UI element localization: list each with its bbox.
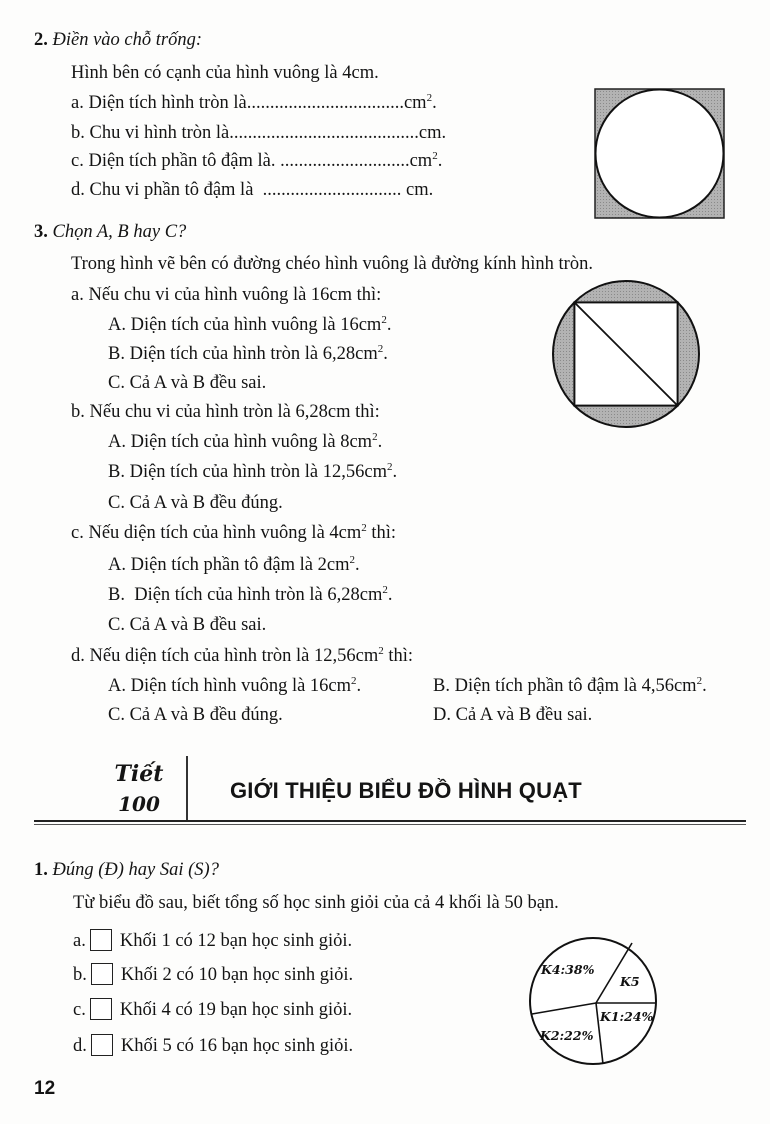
fill-blank[interactable]: ......................................... <box>229 123 419 143</box>
pie-label-k4: K4:38% <box>541 962 595 977</box>
part-b-option-c[interactable]: C. Cả A và B đều đúng. <box>108 493 283 513</box>
fill-blank[interactable]: .............................. <box>253 180 402 200</box>
exercise-2-item-a: a. Diện tích hình tròn $là..................................cm^2$. <box>71 92 437 113</box>
true-false-item-c: c. Khối 4 có 19 bạn học sinh giỏi. <box>73 1000 353 1020</box>
answer-checkbox[interactable] <box>91 963 113 985</box>
exercise-2-item-d: d. Chu vi phần tô đậm là .............................. cm. <box>71 180 434 200</box>
header-divider <box>186 756 188 822</box>
header-rule-thick <box>34 820 746 822</box>
part-c-option-c[interactable]: C. Cả A và B đều sai. <box>108 615 267 635</box>
part-a-option-c[interactable]: C. Cả A và B đều sai. <box>108 373 267 393</box>
square-circle-figure <box>594 88 725 219</box>
exercise-2-intro: Hình bên có cạnh của hình vuông là 4cm. <box>71 63 379 83</box>
exercise-3-heading <box>34 222 186 243</box>
part-d-option-d[interactable]: D. Cả A và B đều sai. <box>433 705 593 725</box>
item-label: a. Diện tích hình tròn là <box>71 93 247 113</box>
pie-label-k2: K2:22% <box>540 1028 594 1043</box>
exercise-title: Đúng (Đ) hay Sai (S)? <box>52 860 219 880</box>
fill-blank[interactable]: ............................ <box>275 151 410 171</box>
true-false-item-b: b. Khối 2 có 10 bạn học sinh giỏi. <box>73 965 354 985</box>
pie-label-k1: K1:24% <box>600 1009 654 1024</box>
exercise-3-intro: Trong hình vẽ bên có đường chéo hình vuông là đường kính hình tròn. <box>71 254 593 274</box>
item-label: d. Chu vi phần tô đậm là <box>71 180 254 200</box>
lesson-number: 100 <box>118 792 160 816</box>
part-d-option-c[interactable]: C. Cả A và B đều đúng. <box>108 705 283 725</box>
exercise-title: Điền vào chỗ trống: <box>52 30 203 50</box>
part-a-question: a. Nếu chu vi của hình vuông là 16cm thì: <box>71 285 382 305</box>
part-d-question: d. Nếu diện tích của hình tròn là $12,56cm^2$ thì: <box>71 645 414 666</box>
part-b-question: b. Nếu chu vi của hình tròn là 6,28cm thì: <box>71 402 380 422</box>
part-d-option-b[interactable]: B. Diện tích phần tô đậm là $4,56cm^2$. <box>433 675 707 696</box>
part-c-option-a[interactable]: A. Diện tích phần tô đậm là $2cm^2$. <box>108 554 360 575</box>
part-a-option-a[interactable]: A. Diện tích của hình vuông là $16cm^2$. <box>108 314 392 335</box>
part-a-option-b[interactable]: B. Diện tích của hình tròn là $6,28cm^2$. <box>108 343 388 364</box>
part-b-option-b[interactable]: B. Diện tích của hình tròn là $12,56cm^2$. <box>108 461 398 482</box>
part-c-question: c. Nếu diện tích của hình vuông là $4cm^2$ thì: <box>71 522 397 543</box>
answer-checkbox[interactable] <box>90 929 112 951</box>
pie-label-k5: K5 <box>620 974 640 989</box>
circle-square-figure <box>551 279 701 429</box>
answer-checkbox[interactable] <box>91 1034 113 1056</box>
exercise-title: Chọn A, B hay C? <box>52 222 187 242</box>
part-b-option-a[interactable]: A. Diện tích của hình vuông là $8cm^2$. <box>108 431 383 452</box>
exercise-2-item-c: c. Diện tích phần tô đậm là. $............................cm^2$. <box>71 150 443 171</box>
exercise-2-item-b: b. Chu vi hình tròn là.........................................cm. <box>71 123 447 143</box>
exercise-1-intro: Từ biểu đồ sau, biết tổng số học sinh giỏi của cả 4 khối là 50 bạn. <box>73 893 559 913</box>
lesson-header <box>34 756 746 822</box>
true-false-item-a: a. Khối 1 có 12 bạn học sinh giỏi. <box>73 931 353 951</box>
lesson-label: Tiết <box>114 761 164 787</box>
exercise-number: 1. <box>34 860 48 880</box>
exercise-2-heading <box>34 30 202 51</box>
lesson-title: GIỚI THIỆU BIỂU ĐỒ HÌNH QUẠT <box>230 778 582 803</box>
answer-checkbox[interactable] <box>90 998 112 1020</box>
item-label: c. Diện tích phần tô đậm là. <box>71 151 276 171</box>
page-number: 12 <box>34 1078 56 1099</box>
header-rule-thin <box>34 824 746 825</box>
exercise-1-heading <box>34 860 219 881</box>
item-label: b. Chu vi hình tròn là <box>71 123 230 143</box>
true-false-item-d: d. Khối 5 có 16 bạn học sinh giỏi. <box>73 1036 354 1056</box>
exercise-number: 3. <box>34 222 48 242</box>
part-d-option-a[interactable]: A. Diện tích hình vuông là $16cm^2$. <box>108 675 362 696</box>
fill-blank[interactable]: .................................. <box>246 93 404 113</box>
part-c-option-b[interactable]: B. Diện tích của hình tròn là $6,28cm^2$. <box>108 584 393 605</box>
pie-chart <box>528 934 660 1068</box>
exercise-number: 2. <box>34 30 48 50</box>
